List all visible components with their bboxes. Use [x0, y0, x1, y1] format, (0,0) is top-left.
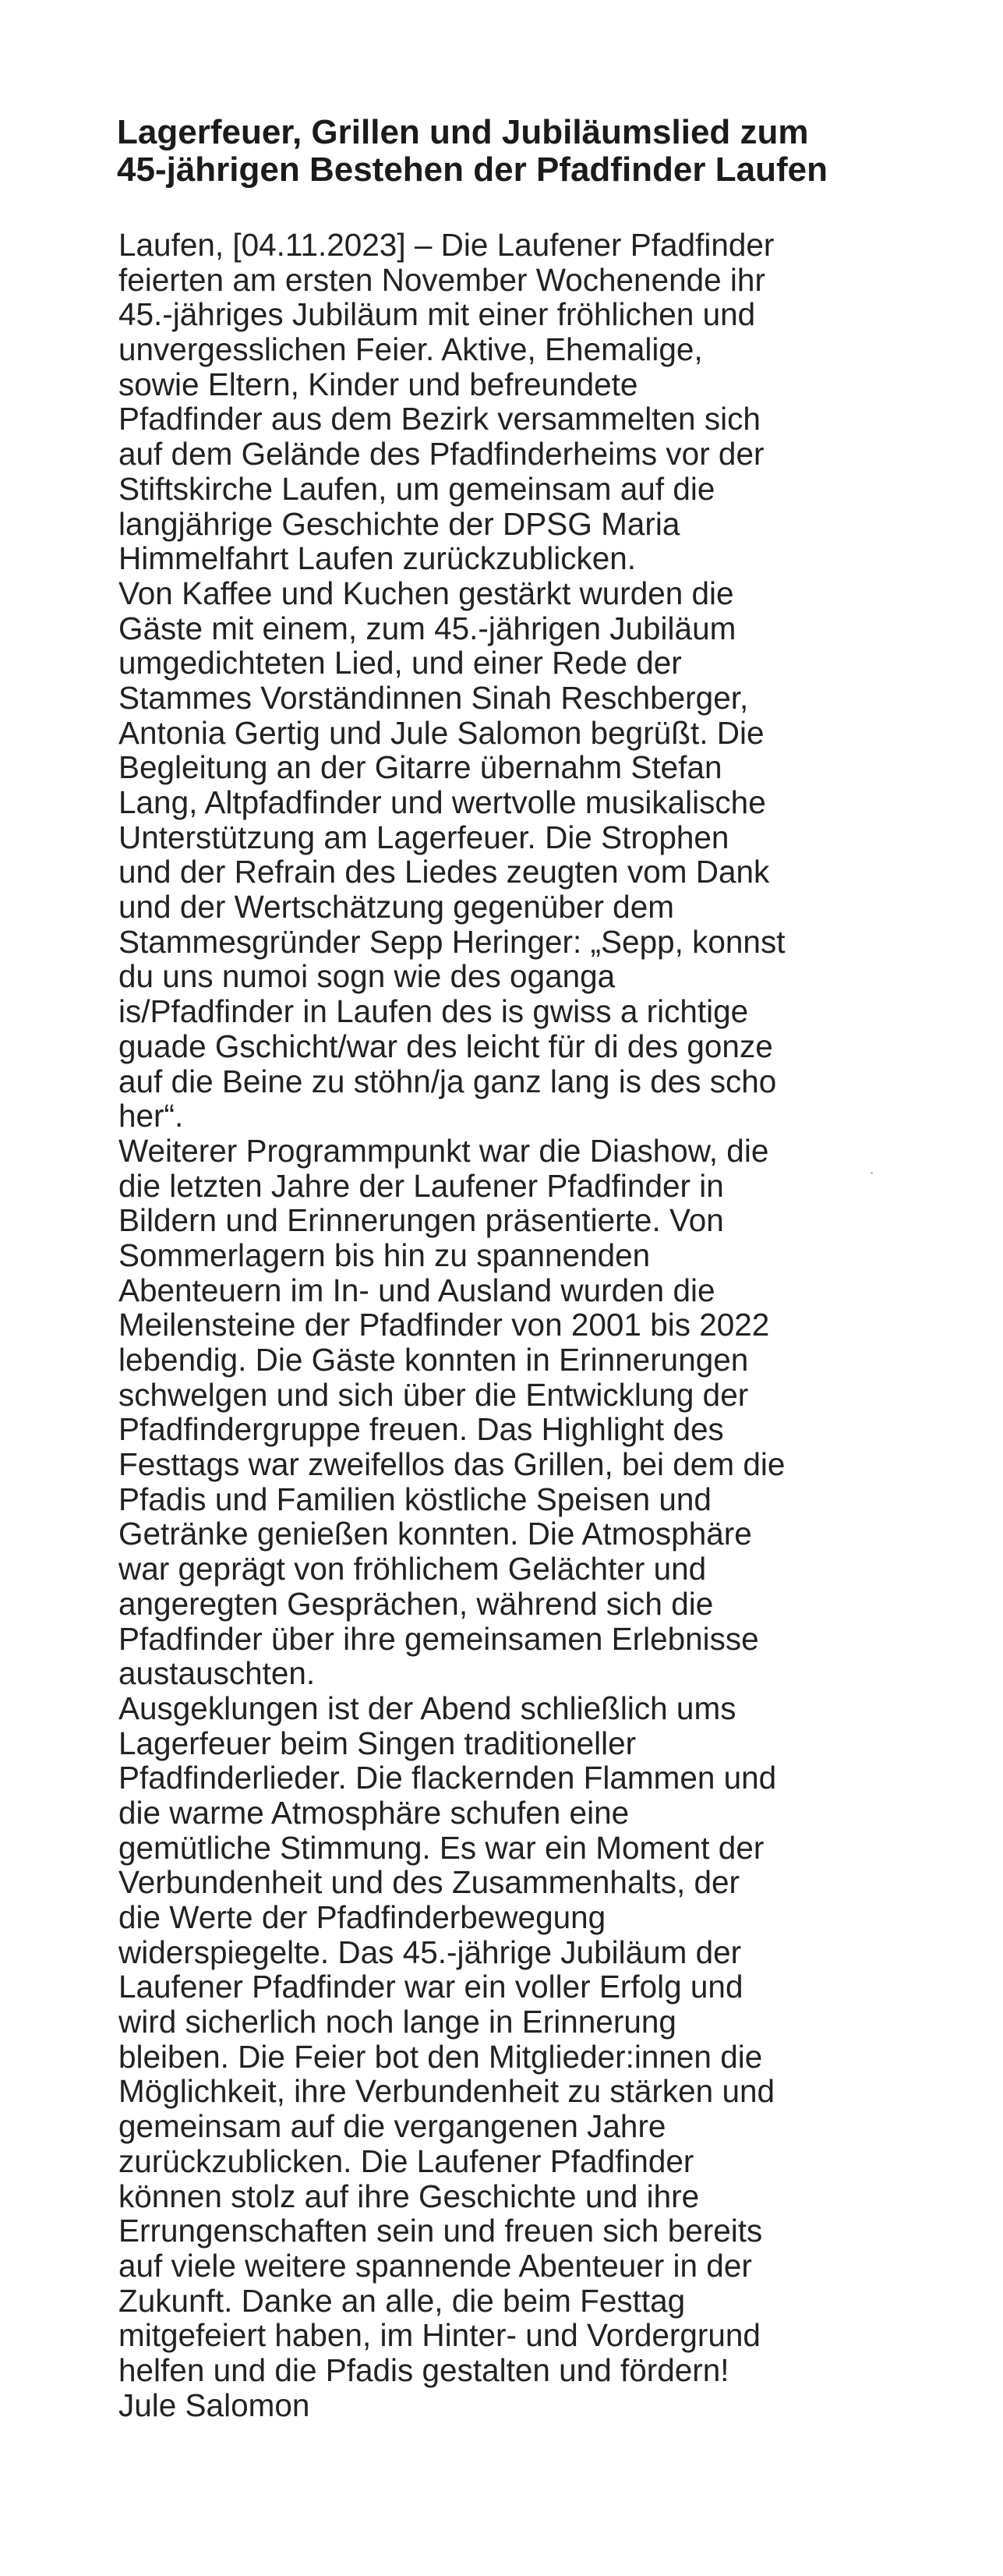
body-line: Möglichkeit, ihre Verbundenheit zu stärken und	[118, 2073, 775, 2110]
title-line: Lagerfeuer, Grillen und Jubiläumslied zum	[117, 113, 809, 151]
body-line: die letzten Jahre der Laufener Pfadfinder in	[118, 1167, 724, 1204]
body-line: Stiftskirche Laufen, um gemeinsam auf die	[118, 470, 715, 507]
title-line: 45-jährigen Bestehen der Pfadfinder Laufen	[117, 150, 828, 189]
body-line: und der Wertschätzung gegenüber dem	[118, 889, 674, 925]
body-line: Pfadfinder aus dem Bezirk versammelten sich	[118, 401, 761, 437]
body-line: mitgefeiert haben, im Hinter- und Vordergrund	[118, 2317, 761, 2354]
body-line: wird sicherlich noch lange in Erinnerung	[118, 2004, 676, 2040]
body-line: Laufen, [04.11.2023] – Die Laufener Pfadfinder	[118, 227, 775, 263]
body-line: Stammesgründer Sepp Heringer: „Sepp, konnst	[118, 923, 786, 960]
body-line: schwelgen und sich über die Entwicklung der	[118, 1376, 749, 1413]
body-line: Festtags war zweifellos das Grillen, bei dem die	[118, 1446, 786, 1483]
body-line: Begleitung an der Gitarre übernahm Stefan	[118, 749, 722, 786]
body-line: gemütliche Stimmung. Es war ein Moment der	[118, 1829, 765, 1866]
body-line: is/Pfadfinder in Laufen des is gwiss a richtige	[118, 993, 749, 1030]
body-line: Himmelfahrt Laufen zurückzublicken.	[118, 540, 637, 577]
body-line: auf dem Gelände des Pfadfinderheims vor der	[118, 436, 765, 472]
body-line: Lagerfeuer beim Singen traditioneller	[118, 1725, 637, 1761]
body-line: Ausgeklungen ist der Abend schließlich ums	[118, 1690, 736, 1726]
body-line: helfen und die Pfadis gestalten und fördern!	[118, 2351, 729, 2388]
body-line: her“.	[118, 1098, 184, 1134]
body-line: Jule Salomon	[118, 2387, 310, 2423]
body-line: Pfadfinder über ihre gemeinsamen Erlebnisse	[118, 1620, 759, 1657]
body-line: Von Kaffee und Kuchen gestärkt wurden die	[118, 575, 734, 611]
body-line: Unterstützung am Lagerfeuer. Die Strophen	[118, 819, 729, 855]
body-line: und der Refrain des Liedes zeugten vom Dank	[118, 854, 770, 890]
body-line: widerspiegelte. Das 45.-jährige Jubiläum der	[118, 1934, 742, 1970]
body-line: war geprägt von fröhlichem Gelächter und	[118, 1551, 707, 1587]
body-line: zurückzublicken. Die Laufener Pfadfinder	[118, 2143, 694, 2179]
body-line: Meilensteine der Pfadfinder von 2001 bis 2022	[118, 1307, 770, 1343]
body-line: die warme Atmosphäre schufen eine	[118, 1794, 630, 1831]
body-line: Sommerlagern bis hin zu spannenden	[118, 1237, 651, 1273]
body-line: Antonia Gertig und Jule Salomon begrüßt. Die	[118, 714, 765, 751]
body-line: Getränke genießen konnten. Die Atmosphäre	[118, 1516, 752, 1552]
body-line: Lang, Altpfadfinder und wertvolle musikalische	[118, 784, 766, 820]
body-line: angeregten Gesprächen, während sich die	[118, 1585, 714, 1622]
body-line: unvergesslichen Feier. Aktive, Ehemalige,	[118, 331, 703, 368]
body-line: austauschten.	[118, 1655, 316, 1692]
body-line: Pfadfinderlieder. Die flackernden Flammen und	[118, 1760, 777, 1796]
body-line: Gäste mit einem, zum 45.-jährigen Jubiläum	[118, 610, 736, 646]
article-body	[118, 228, 906, 2422]
scan-speck	[871, 1172, 873, 1174]
body-line: langjährige Geschichte der DPSG Maria	[118, 505, 680, 542]
body-line: Bildern und Erinnerungen präsentierte. Von	[118, 1202, 724, 1239]
body-line: können stolz auf ihre Geschichte und ihre	[118, 2178, 700, 2214]
body-line: Pfadfindergruppe freuen. Das Highlight des	[118, 1411, 724, 1448]
body-line: Weiterer Programmpunkt war die Diashow, die	[118, 1132, 769, 1169]
body-line: umgedichteten Lied, und einer Rede der	[118, 645, 682, 681]
body-line: feierten am ersten November Wochenende ihr	[118, 261, 765, 298]
body-line: gemeinsam auf die vergangenen Jahre	[118, 2108, 666, 2145]
body-line: Abenteuern im In- und Ausland wurden die	[118, 1272, 715, 1308]
body-line: Pfadis und Familien köstliche Speisen und	[118, 1481, 712, 1517]
body-line: Stammes Vorständinnen Sinah Reschberger,	[118, 679, 749, 716]
body-line: Zukunft. Danke an alle, die beim Festtag	[118, 2282, 686, 2319]
body-line: bleiben. Die Feier bot den Mitglieder:innen die	[118, 2038, 763, 2075]
body-line: auf viele weitere spannende Abenteuer in der	[118, 2247, 752, 2284]
body-line: du uns numoi sogn wie des oganga	[118, 958, 616, 995]
article-title	[117, 114, 896, 189]
body-line: auf die Beine zu stöhn/ja ganz lang is des scho	[118, 1063, 777, 1099]
body-line: lebendig. Die Gäste konnten in Erinnerungen	[118, 1342, 749, 1378]
body-line: die Werte der Pfadfinderbewegung	[118, 1899, 606, 1935]
body-line: Errungenschaften sein und freuen sich bereits	[118, 2213, 763, 2249]
body-line: guade Gschicht/war des leicht für di des gonze	[118, 1028, 773, 1064]
body-line: sowie Eltern, Kinder und befreundete	[118, 366, 638, 402]
body-line: Laufener Pfadfinder war ein voller Erfolg und	[118, 1969, 743, 2005]
body-line: 45.-jähriges Jubiläum mit einer fröhlichen und	[118, 296, 756, 333]
body-line: Verbundenheit und des Zusammenhalts, der	[118, 1864, 740, 1901]
